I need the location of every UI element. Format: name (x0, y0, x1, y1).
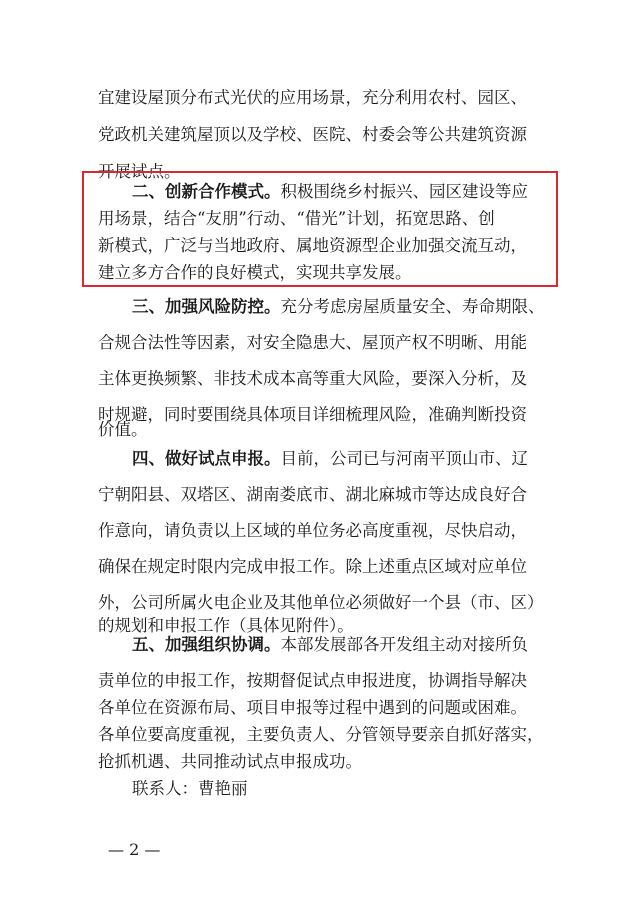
section5-line-3: 各单位在资源布局、项目申报等过程中遇到的问题或困难。 (98, 698, 527, 717)
section5-text-1: 本部发展部各开发组主动对接所负 (280, 635, 528, 654)
section5-line-4: 各单位要高度重视，主要负责人、分管领导要亲自抓好落实， (98, 725, 544, 744)
section5-line-1 (0, 627, 640, 663)
section3-line-1 (0, 289, 640, 325)
section4-text-1: 目前，公司已与河南平顶山市、辽 (280, 449, 528, 468)
contact-line: 联系人：曹艳丽 (132, 779, 248, 798)
section2-line-4: 建立多方合作的良好模式，实现共享发展。 (98, 263, 412, 282)
section3-line-3: 主体更换频繁、非技术成本高等重大风险，要深入分析，及 (98, 369, 527, 388)
section5-line-5: 抢抓机遇、共同推动试点申报成功。 (98, 752, 362, 771)
section2-heading: 二、创新合作模式。 (132, 182, 281, 201)
section5-heading: 五、加强组织协调。 (132, 635, 281, 654)
section3-text-1: 充分考虑房屋质量安全、寿命期限、 (280, 297, 545, 316)
section3-heading: 三、加强风险防控。 (132, 297, 281, 316)
section2-line-2: 用场景，结合“友朋”行动、“借光”计划，拓宽思路、创 (98, 209, 495, 228)
section4-line-1 (0, 441, 640, 477)
intro-line-1: 宜建设屋顶分布式光伏的应用场景，充分利用农村、园区、 (98, 88, 527, 107)
intro-line-3: 开展试点。 (98, 162, 181, 181)
page-number: — 2 — (108, 840, 161, 859)
intro-line-2: 党政机关建筑屋顶以及学校、医院、村委会等公共建筑资源 (98, 125, 527, 144)
section2-text-1: 积极围绕乡村振兴、园区建设等应 (280, 182, 528, 201)
section4-line-5: 外，公司所属火电企业及其他单位必须做好一个县（市、区） (98, 593, 544, 612)
section4-line-2: 宁朝阳县、双塔区、湖南娄底市、湖北麻城市等达成良好合 (98, 485, 527, 504)
section4-heading: 四、做好试点申报。 (132, 449, 281, 468)
section3-line-4: 时规避，同时要围绕具体项目详细梳理风险，准确判断投资 (98, 405, 527, 424)
section4-line-4: 确保在规定时限内完成申报工作。除上述重点区域对应单位 (98, 557, 527, 576)
section3-line-5: 价值。 (98, 420, 148, 439)
section5-line-2: 责单位的申报工作，按期督促试点申报进度，协调指导解决 (98, 671, 527, 690)
section4-line-6: 的规划和申报工作（具体见附件）。 (98, 616, 354, 635)
section2-line-3: 新模式，广泛与当地政府、属地资源型企业加强交流互动， (98, 236, 527, 255)
section4-line-3: 作意向，请负责以上区域的单位务必高度重视，尽快启动， (98, 521, 527, 540)
section3-line-2: 合规合法性等因素，对安全隐患大、屋顶产权不明晰、用能 (98, 333, 527, 352)
